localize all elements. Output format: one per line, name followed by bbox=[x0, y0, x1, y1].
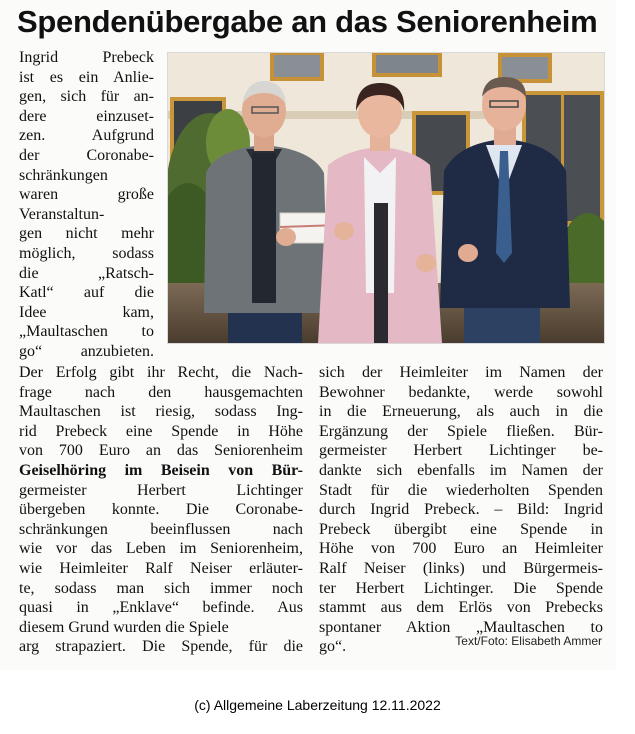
text-line: durch Ingrid Prebeck. – Bild: Ingrid bbox=[319, 501, 603, 519]
text-line: „Maultaschen to bbox=[19, 323, 154, 341]
text-line: go“ anzubieten. bbox=[19, 342, 154, 360]
place-name-geiselhoering: Geiselhöring im Beisein von Bür- bbox=[19, 461, 303, 479]
text-line: quasi in „Enklave“ befinde. Aus bbox=[19, 599, 303, 617]
copyright-caption: (c) Allgemeine Laberzeitung 12.11.2022 bbox=[194, 697, 441, 713]
text-line: germeister Herbert Lichtinger bbox=[19, 481, 303, 499]
text-line: Ralf Neiser (links) und Bürgermeis- bbox=[319, 559, 603, 577]
text-line: spontaner Aktion „Maultaschen to bbox=[319, 618, 603, 636]
text-line: diesem Grund wurden die Spiele bbox=[19, 618, 229, 636]
text-line: möglich, sodass bbox=[19, 244, 154, 262]
intro-paragraph bbox=[19, 48, 154, 362]
text-line: Ergänzung der Spiele fließen. Bür- bbox=[319, 422, 603, 440]
text-line: te, sodass man sich immer noch bbox=[19, 579, 303, 597]
text-line: Prebeck übergibt eine Spende in bbox=[319, 520, 603, 538]
text-line: schränkungen beeinflussen nach bbox=[19, 520, 303, 538]
text-line: Der Erfolg gibt ihr Recht, die Nach- bbox=[19, 364, 303, 381]
text-line: Maultaschen ist riesig, sodass Ing- bbox=[19, 403, 303, 421]
text-line: rid Prebeck eine Spende in Höhe bbox=[19, 422, 303, 440]
text-line: schränkungen bbox=[19, 166, 108, 184]
text-line: sich der Heimleiter im Namen der bbox=[319, 364, 603, 381]
text-line: in die Erneuerung, als auch in die bbox=[319, 403, 603, 421]
text-line: go“. bbox=[319, 638, 347, 656]
text-line: Ingrid Prebeck bbox=[19, 49, 154, 66]
text-line: gen nicht mehr bbox=[19, 225, 154, 243]
text-line: wie vor das Leben im Seniorenheim, bbox=[19, 540, 303, 558]
text-line: wie Heimleiter Ralf Neiser erläuter- bbox=[19, 559, 303, 577]
text-line: frage nach den hausgemachten bbox=[19, 383, 303, 401]
text-line: gen, sich für an- bbox=[19, 88, 154, 106]
article-column-right bbox=[319, 363, 603, 657]
text-line: waren große bbox=[19, 186, 154, 204]
text-line: zen. Aufgrund bbox=[19, 127, 154, 145]
article-photo bbox=[167, 52, 605, 344]
text-line: Idee kam, bbox=[19, 303, 154, 321]
text-line: ist es ein Anlie- bbox=[19, 68, 154, 86]
text-line: germeister Herbert Lichtinger be- bbox=[319, 442, 603, 460]
text-line: dankte sich ebenfalls im Namen der bbox=[319, 461, 603, 479]
text-line: die „Ratsch- bbox=[19, 264, 154, 282]
photo-illustration bbox=[168, 53, 604, 343]
text-line: Höhe von 700 Euro an Heimleiter bbox=[319, 540, 603, 558]
headline: Spendenübergabe an das Seniorenheim bbox=[17, 4, 598, 39]
photo-credit: Text/Foto: Elisabeth Ammer bbox=[455, 634, 602, 648]
text-line: ter Herbert Lichtinger. Die Spende bbox=[319, 579, 603, 597]
text-line: arg strapaziert. Die Spende, für die bbox=[19, 638, 303, 656]
text-line: dere einzuset- bbox=[19, 107, 154, 125]
text-line: der Coronabe- bbox=[19, 146, 154, 164]
text-line bbox=[19, 461, 303, 481]
article-column-left bbox=[19, 363, 303, 657]
text-line: Veranstaltun- bbox=[19, 205, 105, 223]
text-line: stammt aus dem Erlös von Prebecks bbox=[319, 599, 603, 617]
text-line: Bewohner bedankte, werde sowohl bbox=[319, 383, 603, 401]
text-line: übergeben konnte. Die Coronabe- bbox=[19, 501, 303, 519]
text-line: Stadt für die wiederholten Spenden bbox=[319, 481, 603, 499]
text-line: von 700 Euro an das Seniorenheim bbox=[19, 442, 303, 460]
text-line: Katl“ auf die bbox=[19, 284, 154, 302]
